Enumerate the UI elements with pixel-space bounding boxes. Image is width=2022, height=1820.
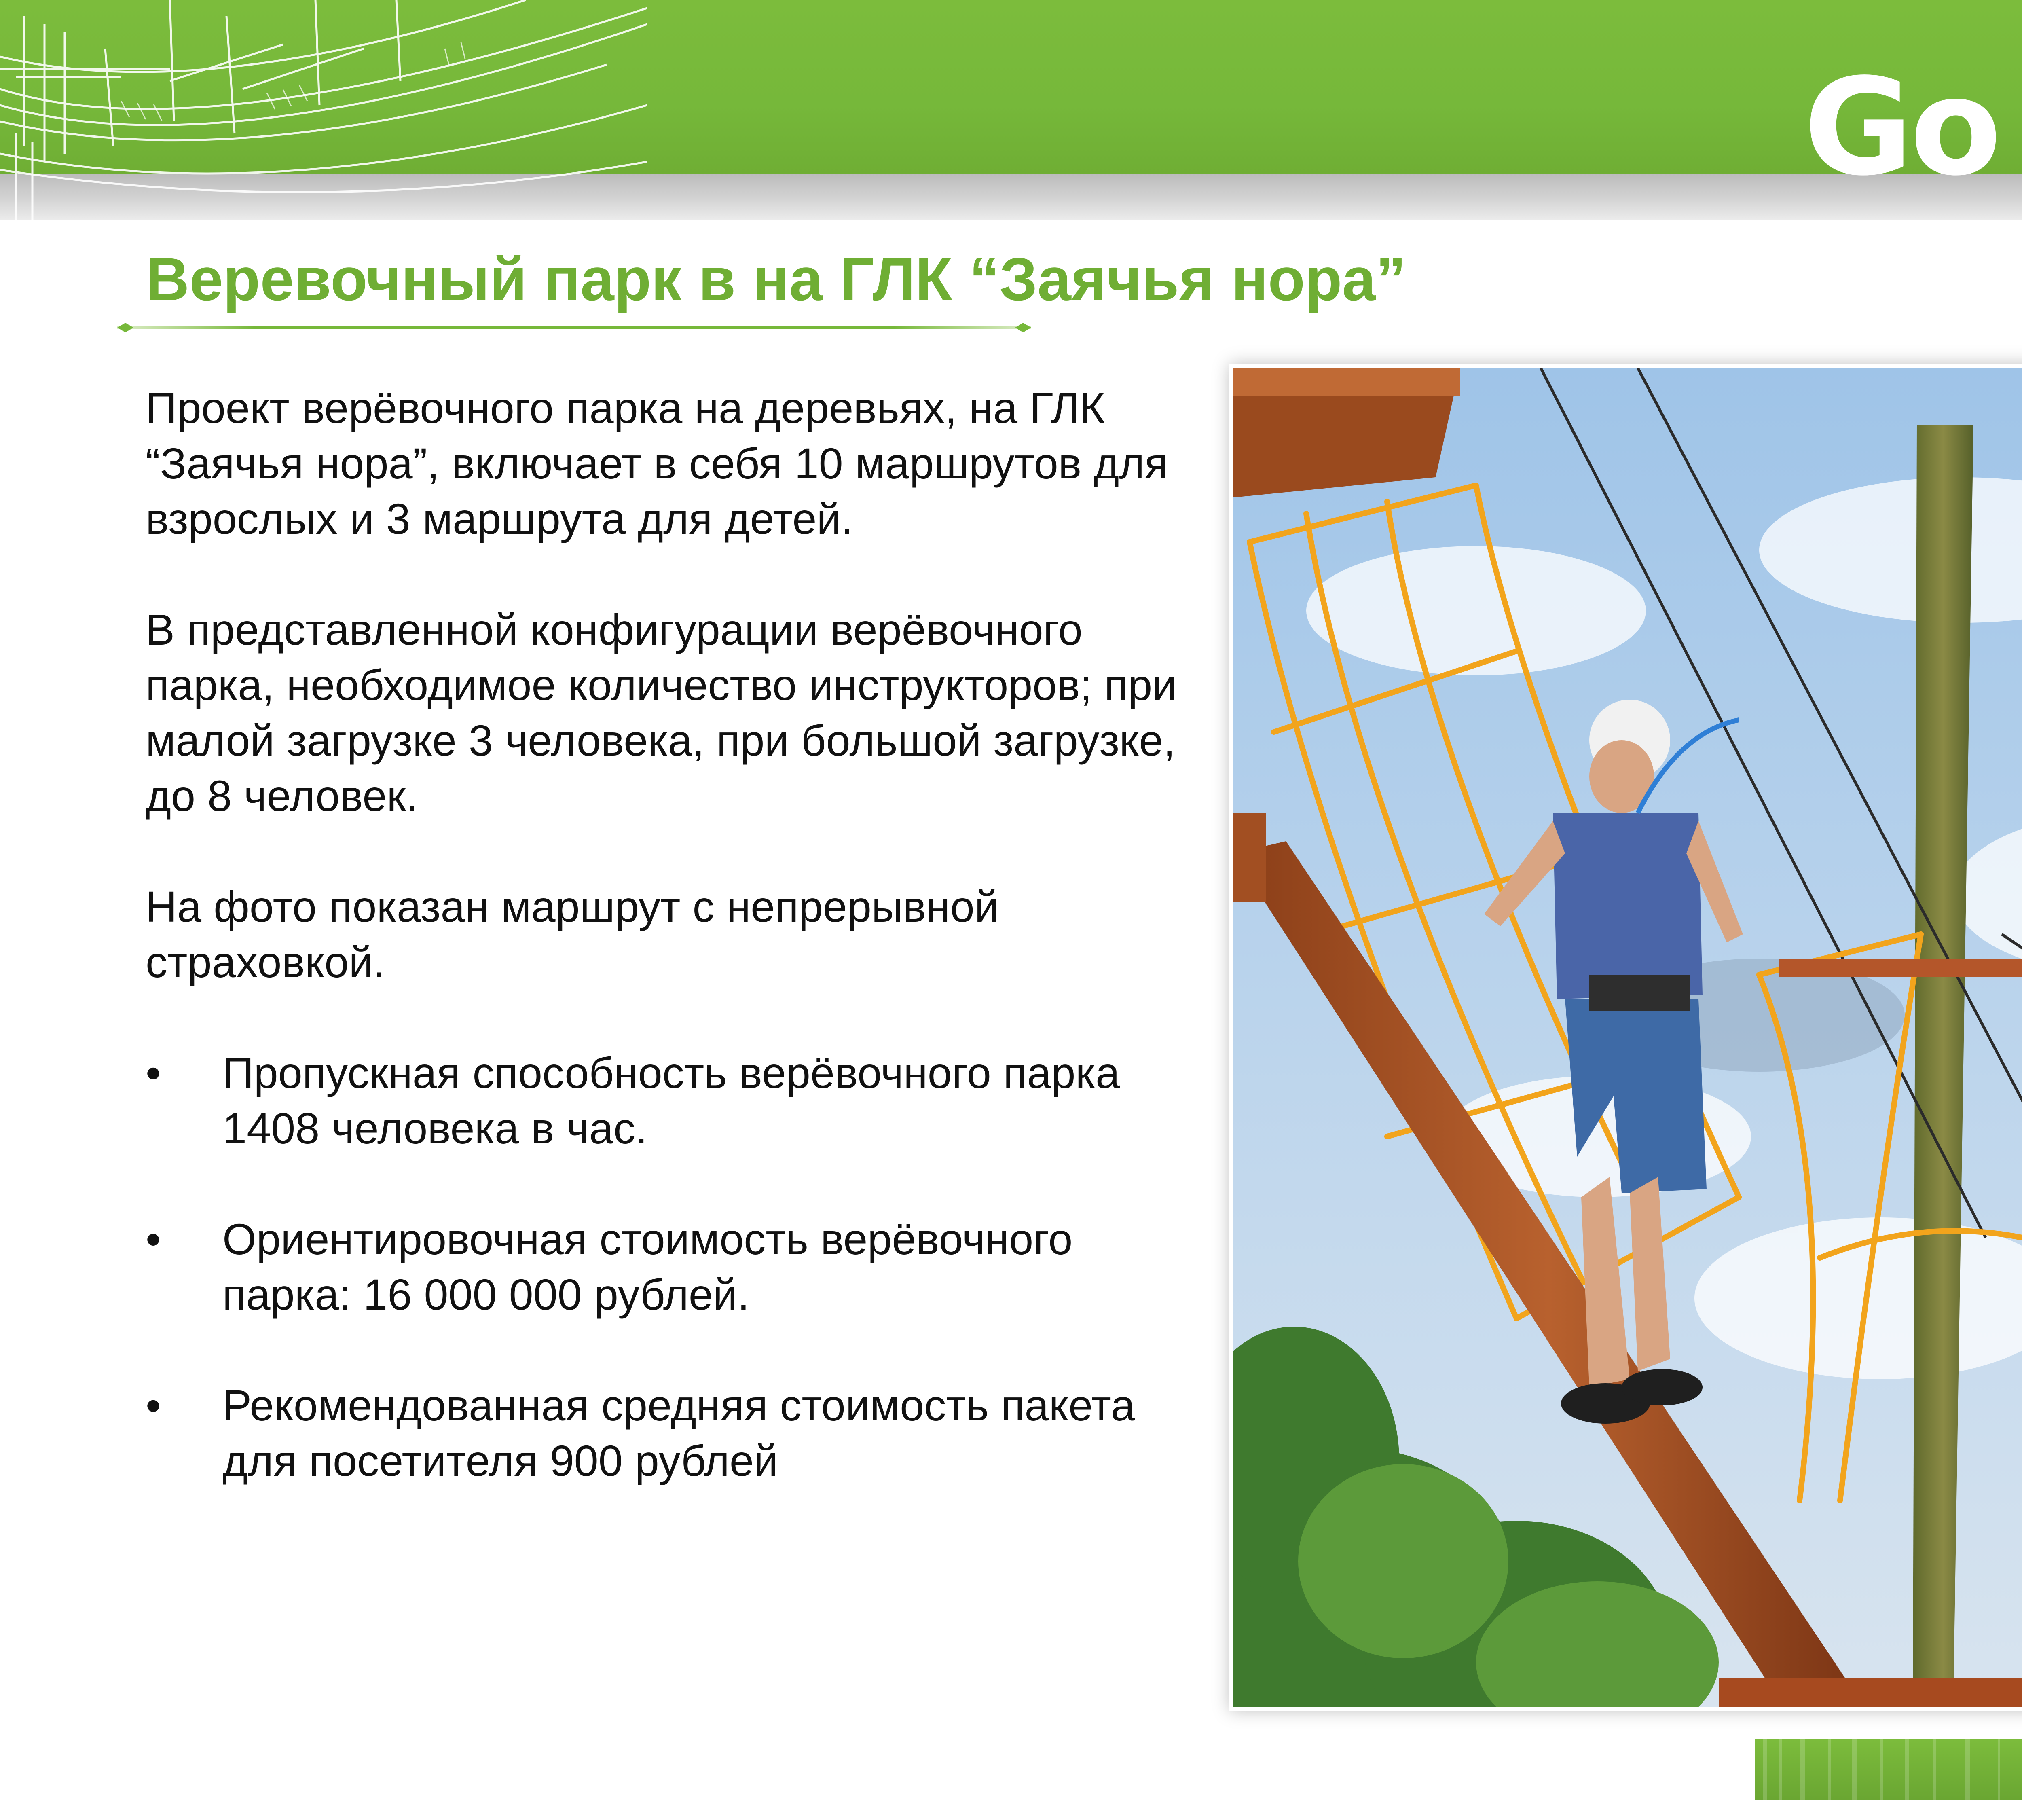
bullet-list — [146, 1045, 1177, 1488]
bullet-text: Ориентировочная стоимость верёвочного парка: 16 000 000 рублей. — [222, 1215, 1073, 1319]
gopark-logo — [1796, 50, 2022, 287]
paragraph-routes: Проект верёвочного парка на деревьях, на ГЛК “Заячья нора”, включает в себя 10 маршрутов для взрослых и 3 маршрута для детей. — [146, 383, 1168, 543]
bullet-cost — [146, 1211, 1177, 1322]
bullet-package-price — [146, 1378, 1177, 1488]
paragraph-photo-note: На фото показан маршрут с непрерывной страховкой. — [146, 882, 999, 986]
bullet-capacity — [146, 1045, 1177, 1156]
paragraph-instructors: В представленной конфигурации верёвочного парка, необходимое количество инструкторов; при малой загрузке 3 человека, при большой загрузке, до 8 человек. — [146, 605, 1177, 820]
bullet-marker: • — [146, 1215, 161, 1263]
bullet-marker: • — [146, 1048, 161, 1097]
bullet-text: Пропускная способность верёвочного парка 1408 человека в час. — [222, 1048, 1120, 1153]
title-underline — [109, 320, 1039, 336]
logo-go-text: Go — [1804, 50, 1999, 205]
photo-frame — [1229, 364, 2022, 1711]
bullet-text: Рекомендованная средняя стоимость пакета для посетителя 900 рублей — [222, 1381, 1135, 1485]
rope-park-line-art — [0, 0, 647, 226]
slide-title: Веревочный парк в на ГЛК “Заячья нора” — [146, 245, 1407, 313]
footer-stripes — [1755, 1739, 2022, 1800]
slide-body — [146, 380, 1177, 1544]
bullet-marker: • — [146, 1381, 161, 1430]
rope-park-photo — [1233, 368, 2022, 1707]
